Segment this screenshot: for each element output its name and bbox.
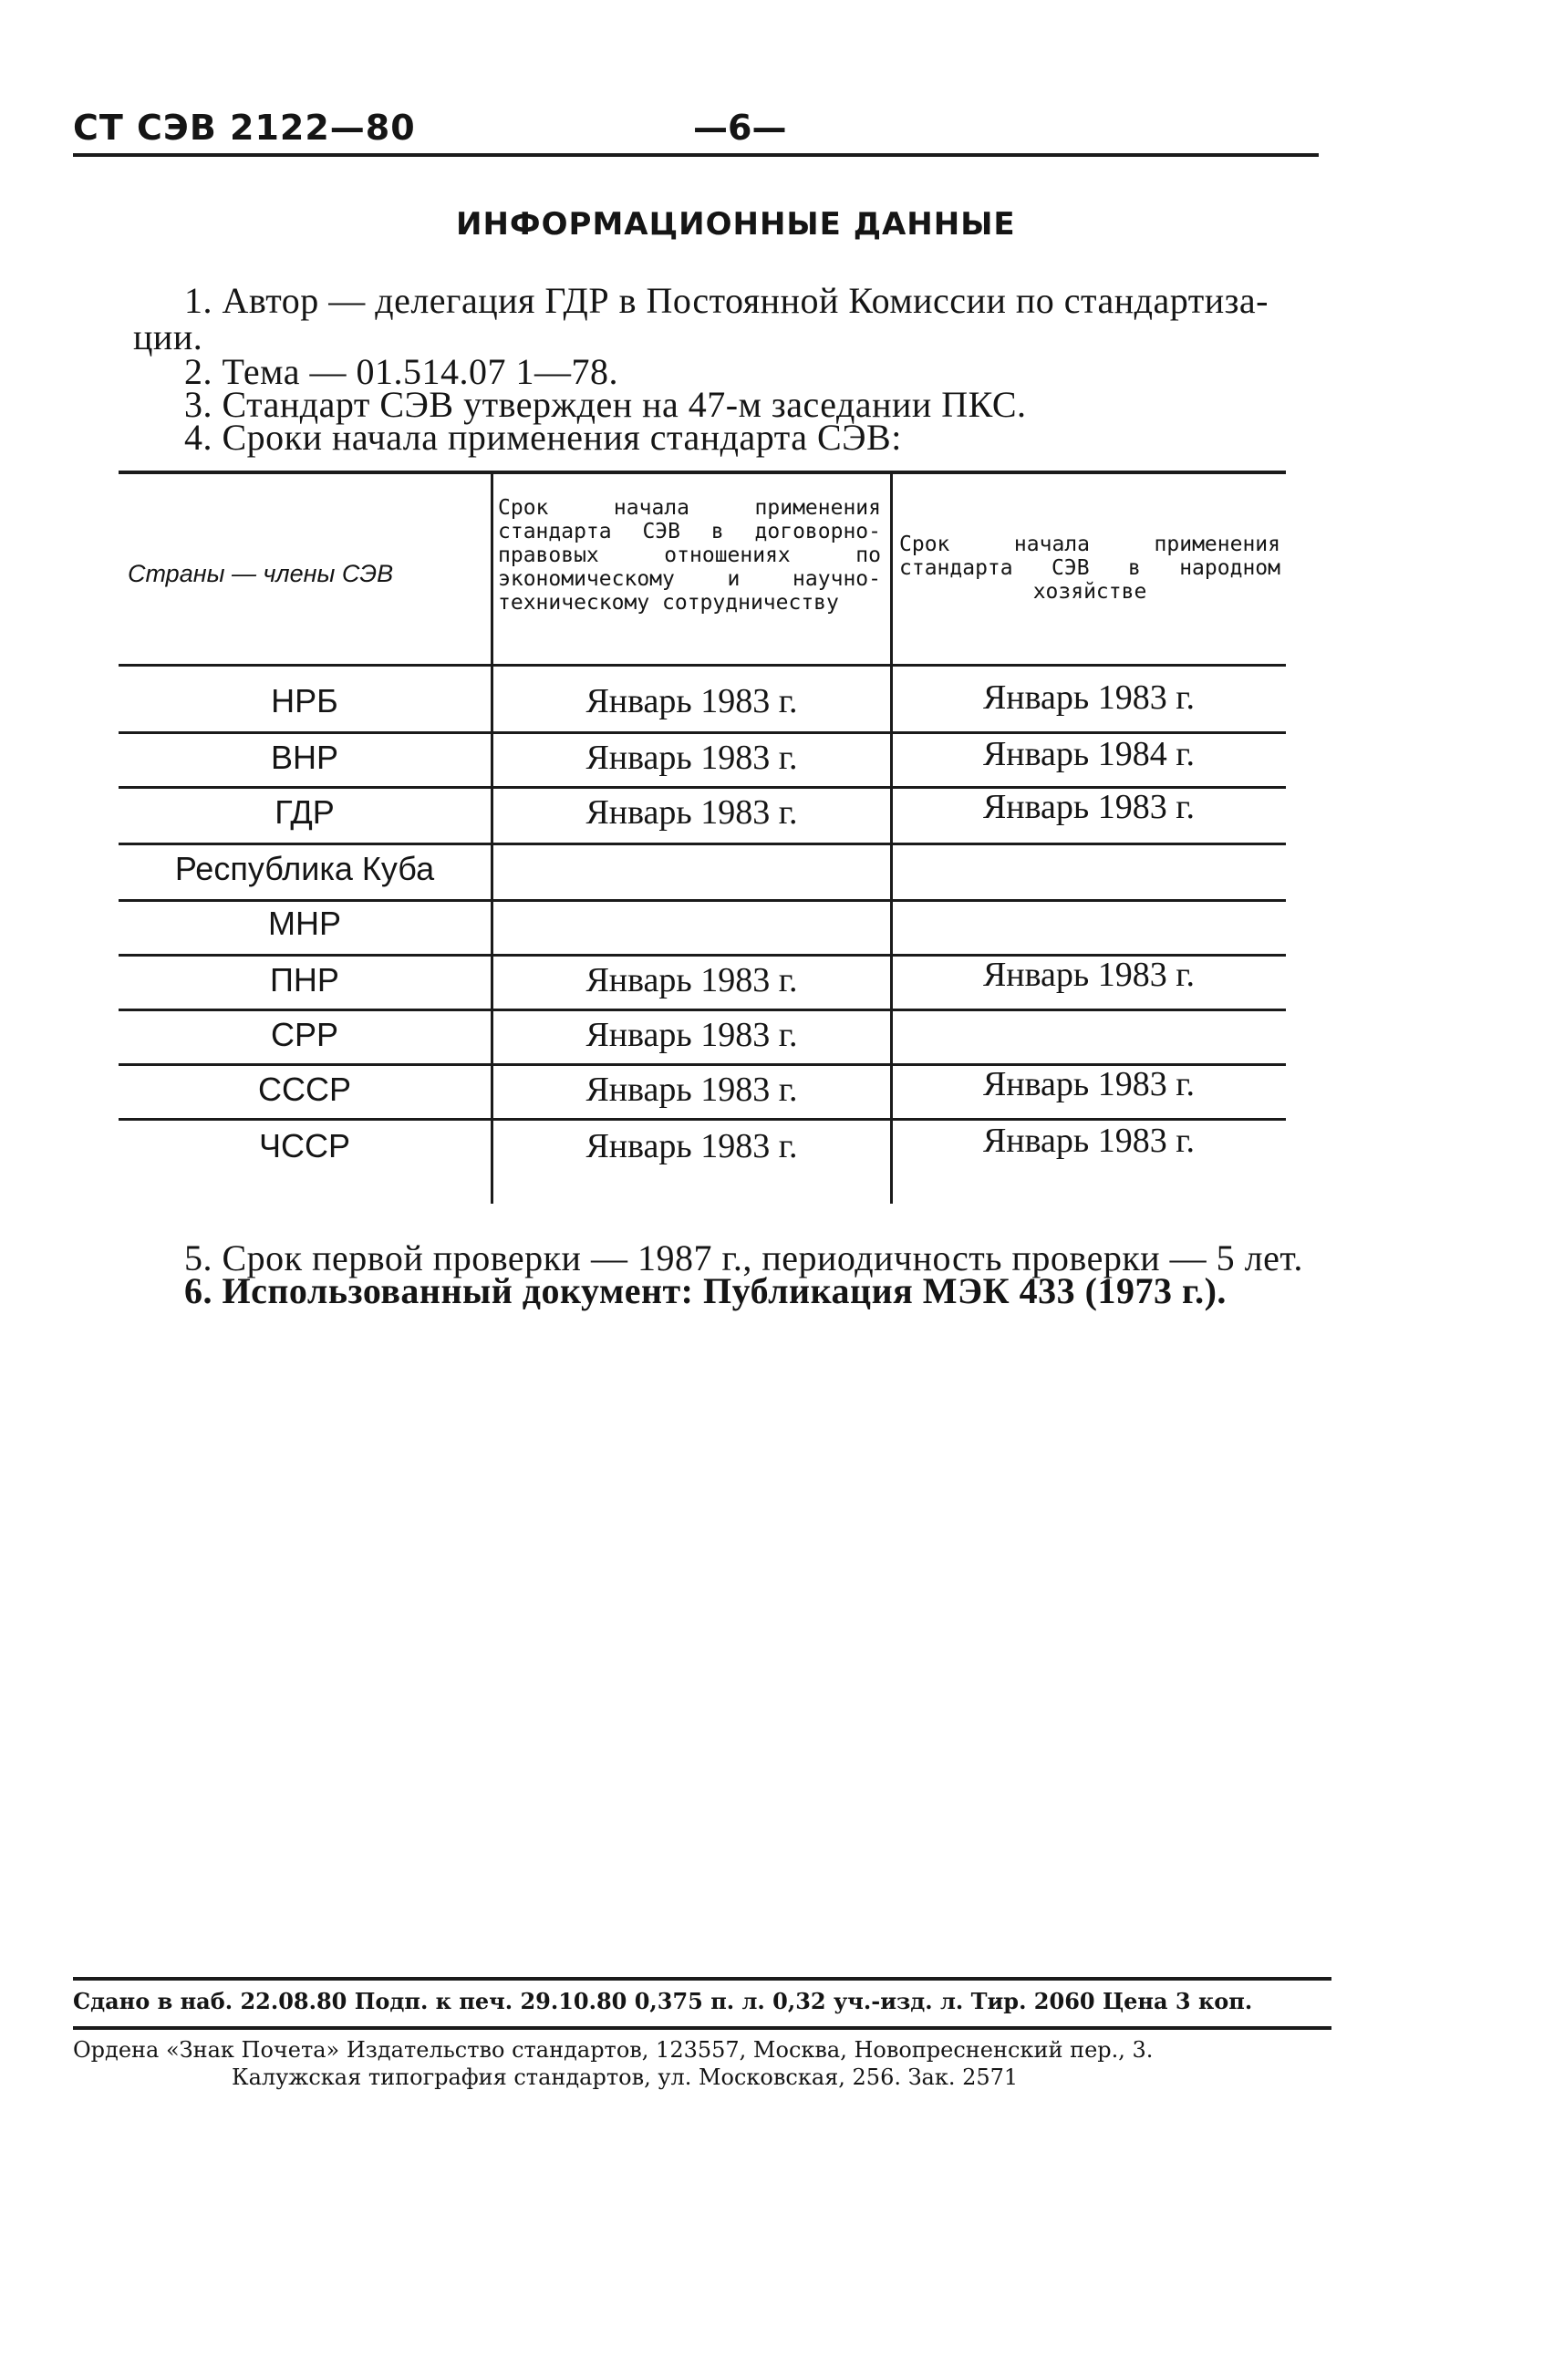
table-cell-country: СРР <box>270 1016 339 1053</box>
table-cell-economy <box>893 901 1285 947</box>
item-2: 2. Тема — 01.514.07 1—78. <box>184 351 618 392</box>
table-cell-contract: Январь 1983 г. <box>585 739 798 777</box>
table-cell-contract: Январь 1983 г. <box>585 793 798 832</box>
table-cell-contract <box>493 846 890 892</box>
header-rule <box>73 153 1319 157</box>
table-cell-economy: Январь 1983 г. <box>982 1065 1196 1103</box>
standard-code: СТ СЭВ 2122—80 <box>73 108 416 148</box>
table-header-border <box>119 664 1286 667</box>
imprint-line-1: Сдано в наб. 22.08.80 Подп. к печ. 29.10.80 0,375 п. л. 0,32 уч.-изд. л. Тир. 2060 Цена 3 коп. <box>73 1988 1253 2014</box>
table-cell-contract: Январь 1983 г. <box>585 1127 798 1165</box>
table-cell-economy: Январь 1984 г. <box>982 735 1196 773</box>
header-economy-start: Срок начала применения стандарта СЭВ в народном хозяйстве <box>899 533 1280 604</box>
header-countries: Страны — члены СЭВ <box>128 560 394 587</box>
table-cell-contract <box>493 901 890 947</box>
imprint-line-2: Ордена «Знак Почета» Издательство стандартов, 123557, Москва, Новопресненский пер., 3. <box>73 2037 1154 2063</box>
table-cell-country: МНР <box>268 905 341 942</box>
table-cell-economy <box>893 846 1285 892</box>
table-cell-country: ЧССР <box>258 1127 350 1164</box>
table-cell-country: ГДР <box>275 793 335 831</box>
table-cell-economy <box>893 1012 1285 1058</box>
table-cell-contract: Январь 1983 г. <box>585 1071 798 1109</box>
page-number: —6— <box>693 108 787 148</box>
item-6: 6. Использованный документ: Публикация МЭК 433 (1973 г.). <box>184 1270 1227 1311</box>
imprint-top-rule <box>73 1977 1331 1981</box>
table-cell-economy: Январь 1983 г. <box>982 678 1196 717</box>
imprint-middle-rule <box>73 2026 1331 2030</box>
table-cell-country: СССР <box>257 1071 351 1108</box>
table-top-border <box>119 471 1286 474</box>
table-cell-economy: Январь 1983 г. <box>982 788 1196 826</box>
imprint-line-3: Калужская типография стандартов, ул. Московская, 256. Зак. 2571 <box>232 2064 1019 2090</box>
table-cell-economy: Январь 1983 г. <box>982 956 1196 994</box>
row-separator <box>119 843 1286 845</box>
table-cell-country: ВНР <box>270 739 339 776</box>
item-5: 5. Срок первой проверки — 1987 г., периодичность проверки — 5 лет. <box>184 1237 1303 1278</box>
table-cell-country: ПНР <box>270 961 339 999</box>
table-cell-country: НРБ <box>271 682 338 719</box>
row-separator <box>119 1009 1286 1011</box>
table-cell-contract: Январь 1983 г. <box>585 682 798 720</box>
table-cell-contract: Январь 1983 г. <box>585 1016 798 1054</box>
item-4: 4. Сроки начала применения стандарта СЭВ: <box>184 417 902 458</box>
item-1-line-2: ции. <box>133 316 203 357</box>
header-contract-start: Срок начала применения стандарта СЭВ в договорно-правовых отношениях по экономическому и научно-техническому сотрудничеству <box>498 496 881 615</box>
item-3: 3. Стандарт СЭВ утвержден на 47-м заседании ПКС. <box>184 384 1027 425</box>
item-1-line-1: 1. Автор — делегация ГДР в Постоянной Комиссии по стандартиза- <box>184 280 1269 321</box>
section-title: ИНФОРМАЦИОННЫЕ ДАННЫЕ <box>456 206 1016 243</box>
table-cell-contract: Январь 1983 г. <box>585 961 798 999</box>
table-cell-country: Республика Куба <box>174 850 435 887</box>
table-cell-economy: Январь 1983 г. <box>982 1122 1196 1160</box>
